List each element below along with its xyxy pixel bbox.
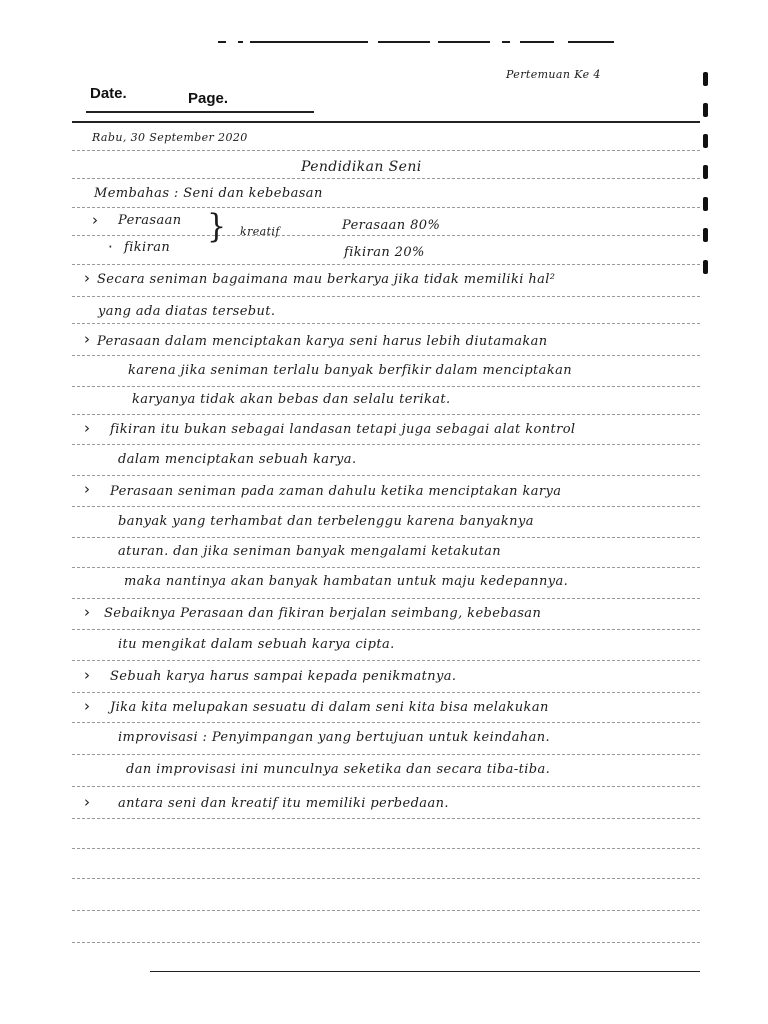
note-title: Pendidikan Seni bbox=[301, 159, 422, 175]
binder-hole bbox=[703, 72, 708, 86]
ruled-line bbox=[72, 786, 700, 787]
note-line: Perasaan dalam menciptakan karya seni harus lebih diutamakan bbox=[97, 334, 548, 349]
note-line: banyak yang terhambat dan terbelenggu karena banyaknya bbox=[118, 514, 534, 529]
bullet-arrow: › bbox=[84, 697, 90, 715]
top-rule-segment bbox=[250, 41, 368, 43]
comparison-center: kreatif bbox=[240, 225, 280, 238]
ruled-line bbox=[72, 414, 700, 415]
note-line: itu mengikat dalam sebuah karya cipta. bbox=[118, 637, 395, 652]
ruled-line bbox=[72, 598, 700, 599]
binder-hole bbox=[703, 103, 708, 117]
ruled-line bbox=[72, 444, 700, 445]
bullet-arrow: › bbox=[84, 330, 90, 348]
bottom-rule bbox=[150, 971, 700, 972]
meeting-label: Pertemuan Ke 4 bbox=[506, 68, 601, 81]
ruled-line bbox=[72, 818, 700, 819]
comparison-pct-2: fikiran 20% bbox=[344, 245, 425, 260]
comparison-item-2: fikiran bbox=[124, 240, 171, 255]
note-line: Jika kita melupakan sesuatu di dalam seni kita bisa melakukan bbox=[110, 700, 549, 715]
ruled-line bbox=[72, 235, 700, 236]
bullet-arrow: › bbox=[84, 269, 90, 287]
ruled-line bbox=[72, 660, 700, 661]
top-rule-segment bbox=[378, 41, 430, 43]
ruled-line bbox=[72, 207, 700, 208]
note-topic: Membahas : Seni dan kebebasan bbox=[94, 186, 323, 201]
bullet-arrow: › bbox=[84, 603, 90, 621]
bullet-arrow: › bbox=[84, 666, 90, 684]
ruled-line bbox=[72, 506, 700, 507]
brace-mark: } bbox=[207, 207, 227, 246]
note-line: yang ada diatas tersebut. bbox=[98, 304, 276, 319]
note-line: Secara seniman bagaimana mau berkarya jika tidak memiliki hal² bbox=[97, 272, 556, 287]
date-label: Date. bbox=[90, 85, 127, 102]
ruled-line bbox=[72, 910, 700, 911]
note-line: Sebuah karya harus sampai kepada penikmatnya. bbox=[110, 669, 457, 684]
note-line: dalam menciptakan sebuah karya. bbox=[118, 452, 357, 467]
ruled-line bbox=[72, 264, 700, 265]
ruled-line bbox=[72, 629, 700, 630]
binder-hole bbox=[703, 134, 708, 148]
ruled-line bbox=[72, 355, 700, 356]
ruled-line bbox=[72, 848, 700, 849]
top-rule-segment bbox=[520, 41, 554, 43]
bullet-arrow: › bbox=[92, 211, 98, 229]
comparison-item-1: Perasaan bbox=[118, 213, 182, 228]
note-line: dan improvisasi ini munculnya seketika dan secara tiba-tiba. bbox=[126, 762, 551, 777]
ruled-line bbox=[72, 296, 700, 297]
note-line: karena jika seniman terlalu banyak berfikir dalam menciptakan bbox=[128, 363, 573, 378]
comparison-pct-1: Perasaan 80% bbox=[342, 218, 441, 233]
ruled-line bbox=[72, 386, 700, 387]
binder-hole bbox=[703, 165, 708, 179]
top-rule-segment bbox=[218, 41, 226, 43]
ruled-line bbox=[72, 178, 700, 179]
bullet-arrow: › bbox=[84, 793, 90, 811]
binder-hole bbox=[703, 228, 708, 242]
ruled-line bbox=[72, 942, 700, 943]
ruled-line bbox=[72, 150, 700, 151]
note-date: Rabu, 30 September 2020 bbox=[92, 131, 248, 144]
top-rule-segment bbox=[502, 41, 510, 43]
ruled-line bbox=[72, 754, 700, 755]
ruled-line bbox=[72, 475, 700, 476]
header-underline bbox=[86, 111, 314, 113]
top-rule-segment bbox=[238, 41, 243, 43]
binder-hole bbox=[703, 260, 708, 274]
bullet-arrow: › bbox=[84, 480, 90, 498]
top-rule-segment bbox=[438, 41, 490, 43]
ruled-line bbox=[72, 722, 700, 723]
ruled-line bbox=[72, 537, 700, 538]
note-line: karyanya tidak akan bebas dan selalu terikat. bbox=[132, 392, 451, 407]
note-line: Sebaiknya Perasaan dan fikiran berjalan seimbang, kebebasan bbox=[104, 606, 542, 621]
top-rule-segment bbox=[568, 41, 614, 43]
note-line: antara seni dan kreatif itu memiliki perbedaan. bbox=[118, 796, 449, 811]
note-line: fikiran itu bukan sebagai landasan tetapi juga sebagai alat kontrol bbox=[110, 422, 576, 437]
note-line: aturan. dan jika seniman banyak mengalami ketakutan bbox=[118, 544, 502, 559]
ruled-line bbox=[72, 878, 700, 879]
note-line: improvisasi : Penyimpangan yang bertujuan untuk keindahan. bbox=[118, 730, 551, 745]
ruled-line bbox=[72, 692, 700, 693]
note-line: maka nantinya akan banyak hambatan untuk maju kedepannya. bbox=[124, 574, 569, 589]
note-line: Perasaan seniman pada zaman dahulu ketika menciptakan karya bbox=[110, 484, 562, 499]
header-rule bbox=[72, 121, 700, 123]
bullet-dot: · bbox=[108, 238, 113, 256]
ruled-line bbox=[72, 323, 700, 324]
ruled-line bbox=[72, 567, 700, 568]
bullet-arrow: › bbox=[84, 419, 90, 437]
binder-hole bbox=[703, 197, 708, 211]
page-label: Page. bbox=[188, 90, 229, 107]
